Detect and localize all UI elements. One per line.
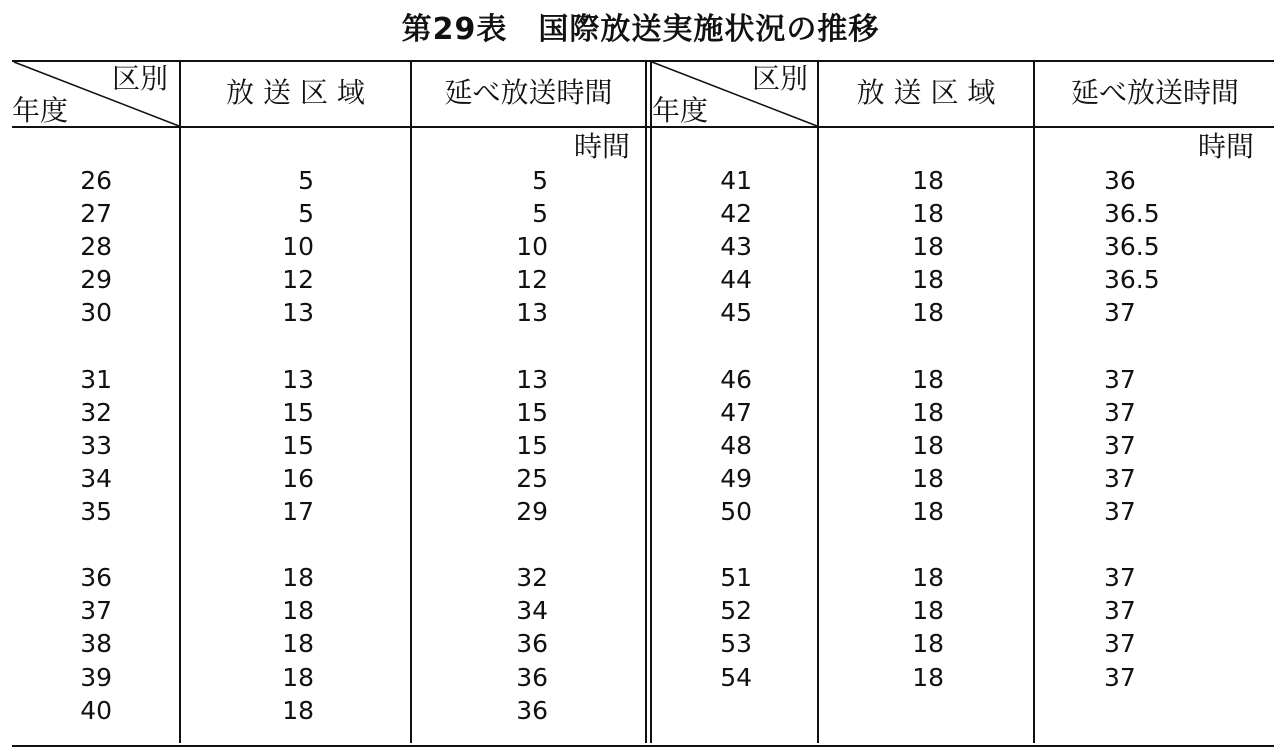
year-cell: 36 bbox=[80, 563, 112, 593]
areas-cell: 18 bbox=[282, 563, 314, 593]
header-area-left: 放 送 区 域 bbox=[226, 76, 365, 109]
areas-cell: 18 bbox=[912, 563, 944, 593]
year-cell: 54 bbox=[720, 662, 752, 692]
year-cell: 39 bbox=[80, 662, 112, 692]
header-hours-right: 延べ放送時間 bbox=[1070, 76, 1239, 109]
areas-cell: 18 bbox=[912, 596, 944, 626]
hours-cell: 37 bbox=[1104, 397, 1136, 427]
areas-cell: 10 bbox=[282, 232, 314, 262]
hours-cell: 37 bbox=[1104, 497, 1136, 526]
unit-label-right: 時間 bbox=[1198, 130, 1255, 163]
year-cell: 38 bbox=[80, 629, 112, 659]
areas-cell: 5 bbox=[298, 199, 314, 229]
hours-cell: 32 bbox=[516, 563, 548, 593]
hours-cell: 15 bbox=[516, 397, 548, 427]
unit-label-left: 時間 bbox=[574, 130, 631, 163]
areas-cell: 17 bbox=[282, 497, 314, 526]
hours-cell: 37 bbox=[1104, 463, 1136, 493]
hours-cell: 34 bbox=[516, 596, 548, 626]
areas-cell: 12 bbox=[282, 265, 314, 295]
hours-cell: 37 bbox=[1104, 629, 1136, 659]
areas-cell: 18 bbox=[912, 265, 944, 295]
areas-cell: 18 bbox=[912, 166, 944, 195]
year-cell: 26 bbox=[80, 166, 112, 195]
areas-cell: 18 bbox=[282, 662, 314, 692]
hours-cell: 13 bbox=[516, 298, 548, 328]
year-cell: 33 bbox=[80, 430, 112, 460]
year-cell: 53 bbox=[720, 629, 752, 659]
header-hours-left: 延べ放送時間 bbox=[444, 76, 613, 109]
year-cell: 44 bbox=[720, 265, 752, 295]
year-cell: 27 bbox=[80, 199, 112, 229]
year-cell: 46 bbox=[720, 364, 752, 394]
hours-cell: 37 bbox=[1104, 430, 1136, 460]
hours-cell: 12 bbox=[516, 265, 548, 295]
areas-cell: 18 bbox=[912, 497, 944, 526]
hours-cell: 37 bbox=[1104, 596, 1136, 626]
hours-cell: 36 bbox=[516, 662, 548, 692]
year-cell: 52 bbox=[720, 596, 752, 626]
areas-cell: 5 bbox=[298, 166, 314, 195]
year-cell: 51 bbox=[720, 563, 752, 593]
year-cell: 28 bbox=[80, 232, 112, 262]
hours-cell: 36 bbox=[516, 629, 548, 659]
header-nendo-left: 年度 bbox=[12, 94, 69, 127]
hours-cell: 37 bbox=[1104, 662, 1136, 692]
areas-cell: 18 bbox=[912, 298, 944, 328]
hours-cell: 37 bbox=[1104, 364, 1136, 394]
areas-cell: 18 bbox=[912, 364, 944, 394]
hours-cell: 36 bbox=[1104, 166, 1136, 195]
areas-cell: 18 bbox=[282, 695, 314, 725]
header-kubetsu-left: 区別 bbox=[112, 62, 169, 95]
areas-cell: 18 bbox=[912, 430, 944, 460]
year-cell: 47 bbox=[720, 397, 752, 427]
year-cell: 40 bbox=[80, 695, 112, 725]
header-kubetsu-right: 区別 bbox=[752, 62, 809, 95]
hours-cell: 36.5 bbox=[1104, 232, 1160, 262]
year-cell: 34 bbox=[80, 463, 112, 493]
areas-cell: 18 bbox=[912, 232, 944, 262]
hours-cell: 15 bbox=[516, 430, 548, 460]
areas-cell: 18 bbox=[282, 629, 314, 659]
year-cell: 37 bbox=[80, 596, 112, 626]
year-cell: 43 bbox=[720, 232, 752, 262]
hours-cell: 13 bbox=[516, 364, 548, 394]
year-cell: 48 bbox=[720, 430, 752, 460]
hours-cell: 10 bbox=[516, 232, 548, 262]
areas-cell: 16 bbox=[282, 463, 314, 493]
hours-cell: 5 bbox=[532, 166, 548, 195]
hours-cell: 36 bbox=[516, 695, 548, 725]
areas-cell: 13 bbox=[282, 364, 314, 394]
year-cell: 42 bbox=[720, 199, 752, 229]
year-cell: 45 bbox=[720, 298, 752, 328]
year-cell: 35 bbox=[80, 497, 112, 526]
year-cell: 50 bbox=[720, 497, 752, 526]
hours-cell: 37 bbox=[1104, 563, 1136, 593]
areas-cell: 18 bbox=[912, 397, 944, 427]
areas-cell: 18 bbox=[912, 662, 944, 692]
areas-cell: 15 bbox=[282, 397, 314, 427]
page-title: 第29表 国際放送実施状況の推移 bbox=[401, 12, 880, 47]
year-cell: 41 bbox=[720, 166, 752, 195]
hours-cell: 5 bbox=[532, 199, 548, 229]
hours-cell: 25 bbox=[516, 463, 548, 493]
header-nendo-right: 年度 bbox=[652, 94, 709, 127]
hours-cell: 29 bbox=[516, 497, 548, 526]
year-cell: 29 bbox=[80, 265, 112, 295]
areas-cell: 13 bbox=[282, 298, 314, 328]
year-cell: 30 bbox=[80, 298, 112, 328]
areas-cell: 18 bbox=[282, 596, 314, 626]
areas-cell: 15 bbox=[282, 430, 314, 460]
year-cell: 32 bbox=[80, 397, 112, 427]
areas-cell: 18 bbox=[912, 199, 944, 229]
hours-cell: 37 bbox=[1104, 298, 1136, 328]
hours-cell: 36.5 bbox=[1104, 199, 1160, 229]
areas-cell: 18 bbox=[912, 463, 944, 493]
year-cell: 31 bbox=[80, 364, 112, 394]
header-area-right: 放 送 区 域 bbox=[856, 76, 996, 109]
year-cell: 49 bbox=[720, 463, 752, 493]
areas-cell: 18 bbox=[912, 629, 944, 659]
hours-cell: 36.5 bbox=[1104, 265, 1160, 295]
